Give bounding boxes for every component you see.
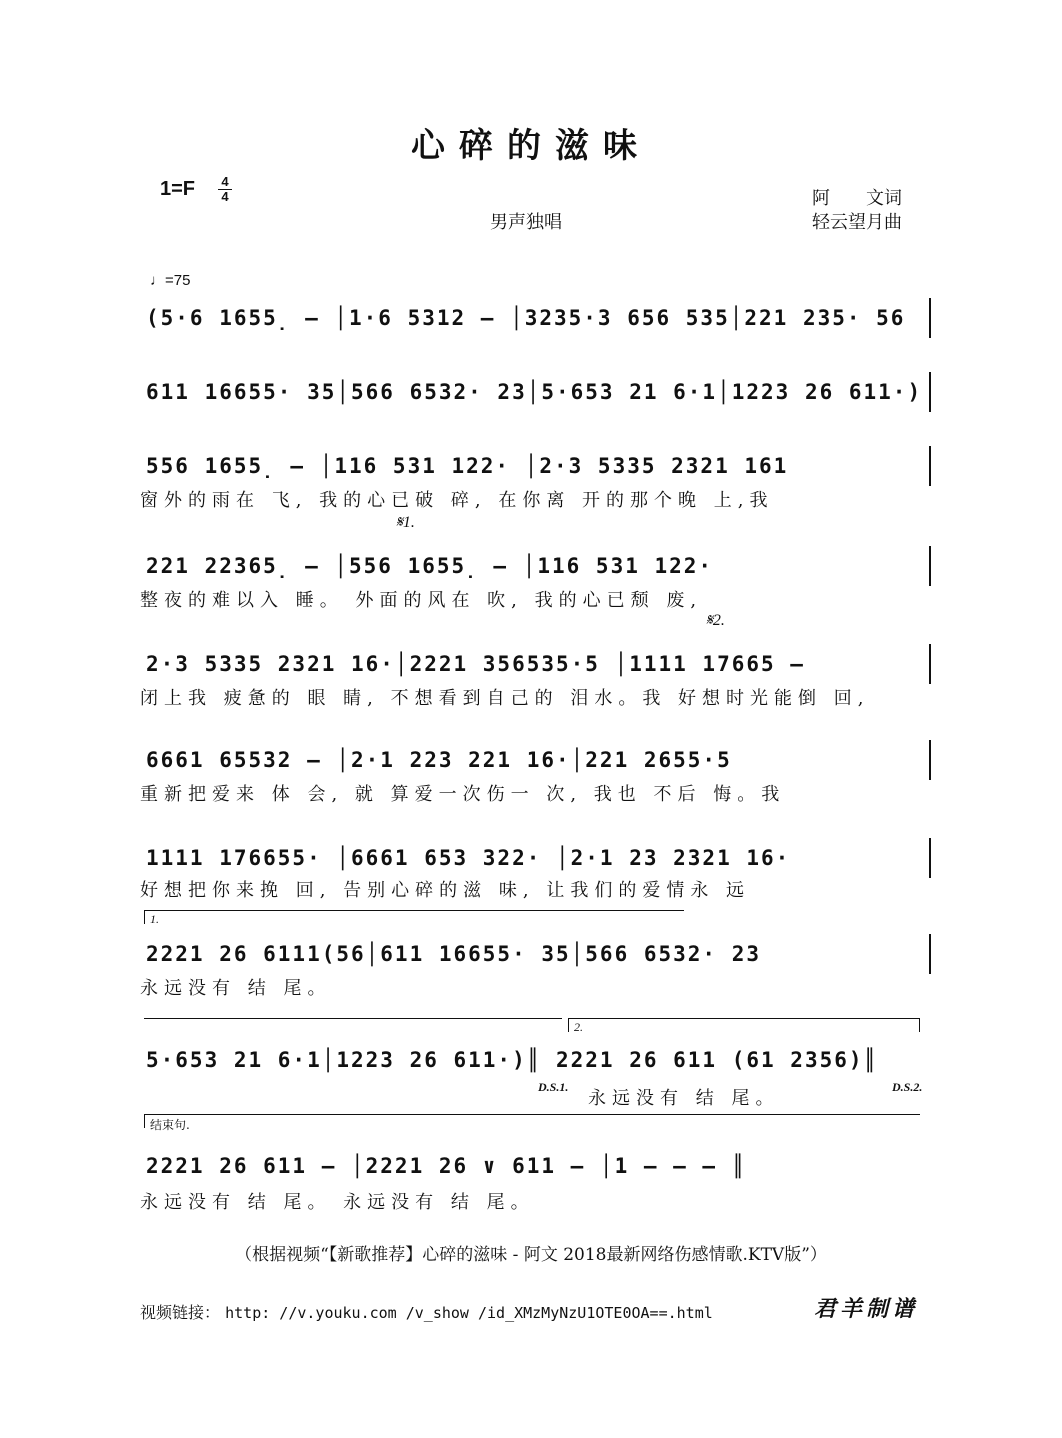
ending-2-bracket-end: [919, 1018, 920, 1032]
notes-row-9: 5·653 21 6·1│1223 26 611·)║ 2221 26 611 (61 2356)║: [146, 1048, 879, 1072]
ending-final-bracket: [144, 1114, 920, 1115]
notes-row-7: 1111 176655· │6661 653 322· │2·1 23 2321 16·: [146, 846, 791, 870]
ds1-marker: D.S.1.: [538, 1080, 569, 1094]
segno-1-marker: 𝄋1.: [396, 514, 415, 531]
transcriber-stamp: 君羊制谱: [814, 1296, 919, 1322]
staff-row-8: [140, 934, 932, 978]
notes-row-2: 611 16655· 35│566 6532· 23│5·653 21 6·1│1223 26 611·): [146, 380, 923, 404]
ending-1-continuation: [144, 1018, 562, 1019]
staff-row-5: [140, 644, 932, 688]
notes-row-3: 556 1655̣ – │116 531 122· │2·3 5335 2321 161: [146, 454, 789, 478]
segno-2-marker: 𝄋2.: [706, 612, 725, 629]
barline: [929, 934, 931, 974]
lyrics-row-8: 永远没有 结 尾。: [140, 978, 332, 999]
ending-1-bracket: [144, 910, 684, 911]
page-title: 心碎的滋味: [411, 126, 651, 166]
ds2-marker: D.S.2.: [892, 1080, 923, 1094]
barline: [929, 298, 931, 338]
composer: 轻云望月曲: [812, 212, 902, 233]
lyrics-row-10: 永远没有 结 尾。 永远没有 结 尾。: [140, 1192, 535, 1213]
barline: [929, 372, 931, 412]
notes-row-5: 2·3 5335 2321 16·│2221 356535·5 │1111 17665 –: [146, 652, 805, 676]
ending-2-label: 2.: [574, 1020, 583, 1034]
ending-1-label: 1.: [150, 912, 159, 926]
ending-1-bracket-tick: [144, 910, 145, 924]
ending-2-bracket-tick: [568, 1018, 569, 1032]
barline: [929, 546, 931, 586]
video-link-label: 视频链接：: [140, 1303, 221, 1322]
lyrics-row-9: 永远没有 结 尾。: [588, 1088, 780, 1109]
time-signature: [218, 176, 232, 203]
video-link-row: [140, 1300, 713, 1323]
lyrics-row-6: 重新把爱来 体 会, 就 算爱一次伤一 次, 我也 不后 悔。我: [140, 784, 786, 805]
notes-row-6: 6661 65532 – │2·1 223 221 16·│221 2655·5: [146, 748, 732, 772]
video-link-url[interactable]: http: //v.youku.com /v_show /id_XMzMyNzU1OTE0OA==.html: [225, 1304, 713, 1322]
barline: [929, 838, 931, 878]
lyricist: 阿 文词: [812, 188, 902, 209]
notes-row-8: 2221 26 6111(56│611 16655· 35│566 6532· 23: [146, 942, 762, 966]
time-signature-bottom: 4: [221, 189, 229, 204]
lyrics-row-5: 闭上我 疲惫的 眼 睛, 不想看到自己的 泪水。我 好想时光能倒 回,: [140, 688, 870, 709]
staff-row-6: [140, 740, 932, 784]
notes-row-10: 2221 26 611 – │2221 26 ∨ 611 – │1 – – – ║: [146, 1154, 747, 1178]
staff-row-4: [140, 546, 932, 590]
performer: 男声独唱: [490, 212, 562, 233]
ending-final-bracket-tick: [144, 1114, 145, 1128]
staff-row-9: [140, 1040, 932, 1084]
lyrics-row-4: 整夜的难以入 睡。 外面的风在 吹, 我的心已颓 废,: [140, 590, 703, 611]
lyrics-row-3: 窗外的雨在 飞, 我的心已破 碎, 在你离 开的那个晚 上,我: [140, 490, 774, 511]
notes-row-1: (5·6 1655̣ – │1·6 5312 – │3235·3 656 535│221 235· 56: [146, 306, 906, 330]
staff-row-10: [140, 1146, 932, 1190]
time-signature-top: 4: [221, 174, 229, 189]
ending-2-bracket: [568, 1018, 920, 1019]
staff-row-2: [140, 372, 932, 416]
notes-row-4: 221 22365̣ – │556 1655̣ – │116 531 122·: [146, 554, 714, 578]
key-signature: 1=F: [160, 178, 196, 200]
staff-row-1: [140, 298, 932, 342]
staff-row-3: [140, 446, 932, 490]
source-note: （根据视频“【新歌推荐】心碎的滋味 - 阿文 2018最新网络伤感情歌.KTV版”）: [235, 1245, 827, 1265]
barline: [929, 740, 931, 780]
barline: [929, 644, 931, 684]
barline: [929, 446, 931, 486]
tempo-mark: ♩=75: [150, 272, 191, 289]
lyrics-row-7: 好想把你来挽 回, 告别心碎的滋 味, 让我们的爱情永 远: [140, 880, 751, 901]
ending-final-label: 结束句.: [150, 1118, 190, 1132]
